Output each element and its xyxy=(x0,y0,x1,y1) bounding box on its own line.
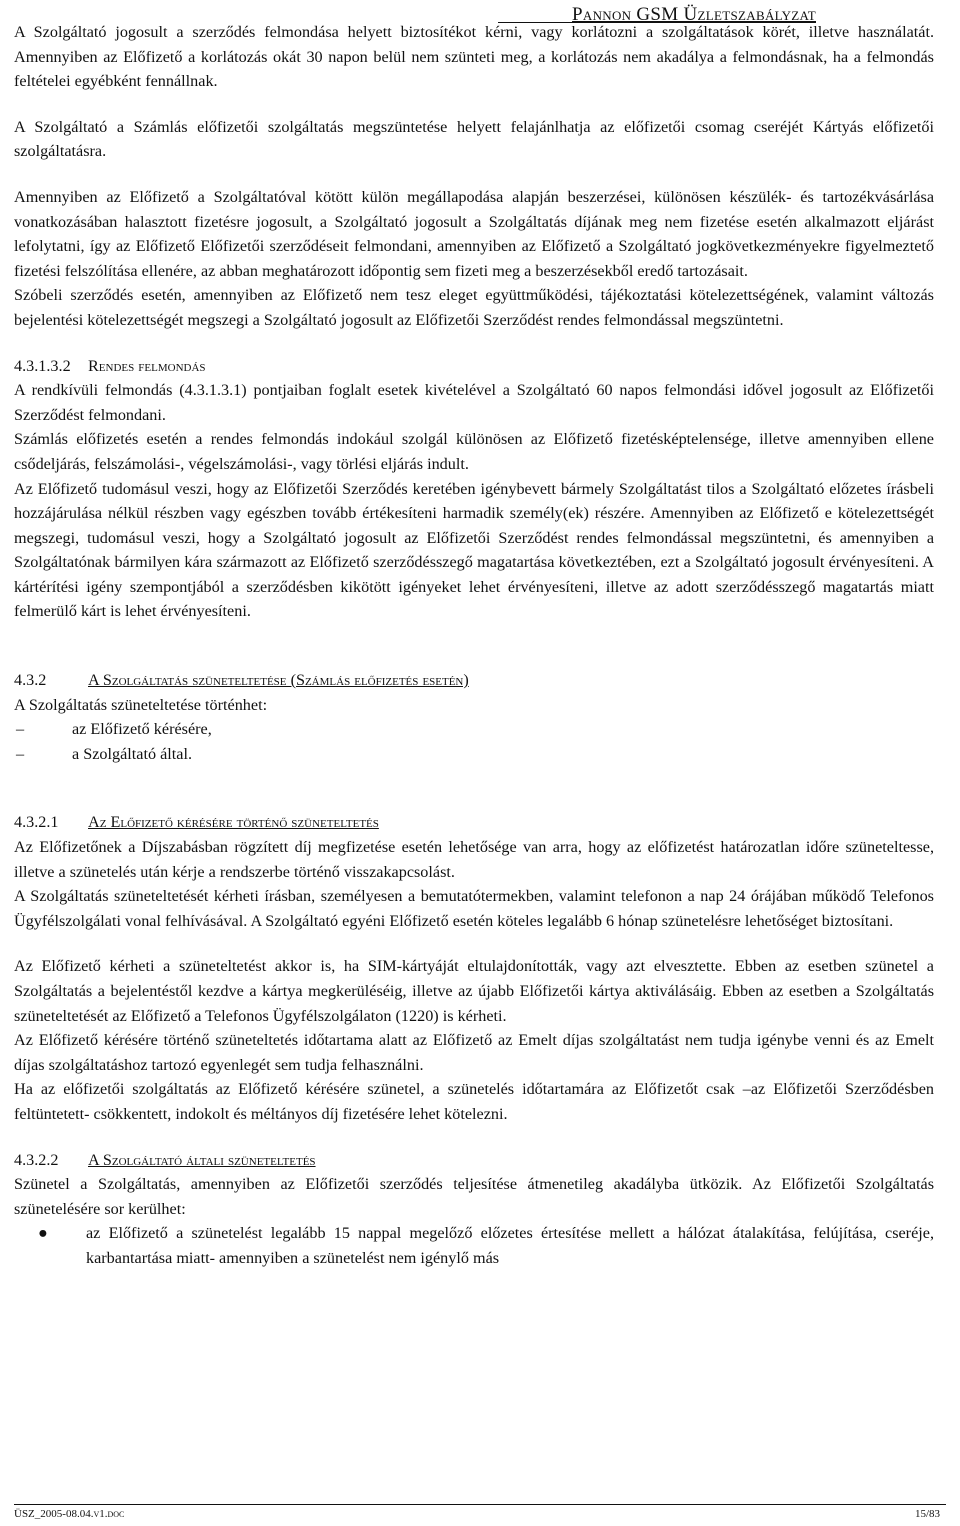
paragraph: Az Előfizetőnek a Díjszabásban rögzített díj megfizetése esetén lehetősége van arra, hogy az előfizetést határozatlan időre szüneteltesse, illetve a szünetelés után kérje a rendszerbe történő visszakapcsolást. xyxy=(14,838,934,881)
section-heading-4-3-2-1 xyxy=(14,810,934,835)
section-heading-4-3-2-2 xyxy=(14,1148,934,1173)
paragraph: A Szolgáltatás szüneteltetését kérheti írásban, személyesen a bemutatótermekben, valamint telefonon a nap 24 órájában működő Telefonos Ügyfélszolgálati vonal felhívásával. A Szolgáltató egyéni Előfizető esetén köteles legalább 6 hónap szünetelésre lehetőséget biztosítani. xyxy=(14,887,934,930)
bullet-icon: ● xyxy=(38,1224,48,1243)
paragraph: Ha az előfizetői szolgáltatás az Előfizető kérésére szünetel, a szünetelés időtartamára az Előfizetőt csak –az Előfizetői Szerződésben feltüntetett- csökkentett, indokolt és méltányos díj fizetésére lehet kötelezni. xyxy=(14,1080,934,1123)
section-title: A Szolgáltató általi szüneteltetés xyxy=(88,1150,316,1169)
paragraph: A Szolgáltató jogosult a szerződés felmondása helyett biztosítékot kérni, vagy korlátozni a szolgáltatások körét, illetve használatát. Amennyiben az Előfizető a korlátozás okát 30 napon belül nem szünteti meg, a korlátozás nem akadálya a felmondásnak, ha a felmondás feltételei egyébként fennállnak. xyxy=(14,23,934,91)
dash-marker: – xyxy=(16,720,25,739)
section-number: 4.3.1.3.2 xyxy=(14,356,71,375)
section-title: Rendes felmondás xyxy=(88,356,206,375)
dash-list xyxy=(14,717,934,766)
paragraph: Szünetel a Szolgáltatás, amennyiben az Előfizetői szerződés teljesítése átmenetileg akadályba ütközik. Az Előfizetői Szolgáltatás szünetelésére sor kerülhet: xyxy=(14,1175,934,1218)
paragraph: Az Előfizető kérésére történő szüneteltetés időtartama alatt az Előfizető az Emelt díjas szolgáltatást nem tudja igénybe venni és az Emelt díjas szolgáltatáshoz tartozó egyenlegét sem tudja felhasználni. xyxy=(14,1031,934,1074)
section-title: A Szolgáltatás szüneteltetése (Számlás előfizetés esetén) xyxy=(88,671,469,690)
section-number: 4.3.2.1 xyxy=(14,813,59,832)
page-number: 15/83 xyxy=(914,1508,940,1520)
footer-rule xyxy=(14,1504,946,1505)
dash-marker: – xyxy=(16,744,25,763)
section-title: Az Előfizető kérésére történő szüneteltetés xyxy=(88,813,379,832)
document-title: Pannon GSM Üzletszabályzat xyxy=(572,4,816,25)
page-footer xyxy=(14,1504,946,1526)
document-body xyxy=(14,20,934,1271)
list-item: ● az Előfizető a szünetelést legalább 15 nappal megelőző előzetes értesítése mellett a hálózat átalakítása, felújítása, cseréje, karbantartása miatt- amennyiben a szünetelést nem igénylő más xyxy=(14,1221,934,1270)
section-heading-4-3-1-3-2 xyxy=(14,354,934,379)
paragraph: A Szolgáltatás szüneteltetése történhet: xyxy=(14,695,268,714)
section-number: 4.3.2 xyxy=(14,671,47,690)
paragraph: A rendkívüli felmondás (4.3.1.3.1) pontjaiban foglalt esetek kivételével a Szolgáltató 60 napos felmondási idővel jogosult az Előfizetői Szerződést felmondani. xyxy=(14,381,934,424)
paragraph: Az Előfizető kérheti a szüneteltetést akkor is, ha SIM-kártyáját eltulajdonították, vagy azt elvesztette. Ebben az esetben szünetel a Szolgáltatás a bejelentéstől kezdve a kártya megkerüléséig, illetve az újabb Előfizetői kártya aktiválásáig. Ebben az esetben a Szolgáltatás szüneteltetését az Előfizető a Telefonos Ügyfélszolgálaton (1220) is kérheti. xyxy=(14,957,934,1025)
paragraph: Szóbeli szerződés esetén, amennyiben az Előfizető nem tesz eleget együttműködési, tájékoztatási kötelezettségének, valamint változás bejelentési kötelezettségét megszegi a Szolgáltató jogosult az Előfizetői Szerződést rendes felmondással megszüntetni. xyxy=(14,286,934,329)
list-item: – az Előfizető kérésére, xyxy=(14,717,934,742)
list-item: – a Szolgáltató által. xyxy=(14,742,934,767)
paragraph: A Szolgáltató a Számlás előfizetői szolgáltatás megszüntetése helyett felajánlhatja az előfizetői csomag cseréjét Kártyás előfizetői szolgáltatásra. xyxy=(14,117,934,161)
section-heading-4-3-2 xyxy=(14,668,934,693)
paragraph: Az Előfizető tudomásul veszi, hogy az Előfizetői Szerződés keretében igénybevett bármely Szolgáltatást tilos a Szolgáltató előzetes írásbeli hozzájárulása nélkül részben vagy egészben tovább értékesíteni harmadik személy(ek) részére. Amennyiben az Előfizető e kötelezettségét megszegi, tudomásul veszi, hogy a Szolgáltató jogosult az Előfizetői Szerződést rendes felmondással megszüntetni, és amennyiben a Szolgáltatónak bármilyen kára származott az Előfizető szerződésszegő magatartása következtében, ezt a Szolgáltató jogosult érvényesíteni. A kártérítési igény szempontjából a szerződésben kikötött igényeket lehet érvényesíteni, illetve az adott szerződésszegő magatartás miatt felmerülő kárt is lehet érvényesíteni. xyxy=(14,479,934,621)
paragraph: Amennyiben az Előfizető a Szolgáltatóval kötött külön megállapodása alapján beszerzései, különösen készülék- és tartozékvásárlása vonatkozásában halasztott fizetésre jogosult, a Szolgáltató jogosult a Szolgáltatás díjának meg nem fizetése esetén alkalmazott eljárást lefolytatni, így az Előfizető Előfizetői szerződéseit felmondani, amennyiben az Előfizető a Szolgáltató jogkövetkezményekre figyelmeztető fizetési felszólítása ellenére, az abban meghatározott időpontig sem fizeti meg a beszerzésekből eredő tartozásait. xyxy=(14,187,934,280)
bullet-list xyxy=(14,1221,934,1270)
footer-filename: ÜSZ_2005-08.04.v1.doc xyxy=(14,1508,125,1520)
section-number: 4.3.2.2 xyxy=(14,1150,59,1169)
paragraph: Számlás előfizetés esetén a rendes felmondás indokául szolgál különösen az Előfizető fizetésképtelensége, illetve amennyiben ellene csődeljárás, felszámolási-, végelszámolási-, vagy törlési eljárás indult. xyxy=(14,430,934,473)
